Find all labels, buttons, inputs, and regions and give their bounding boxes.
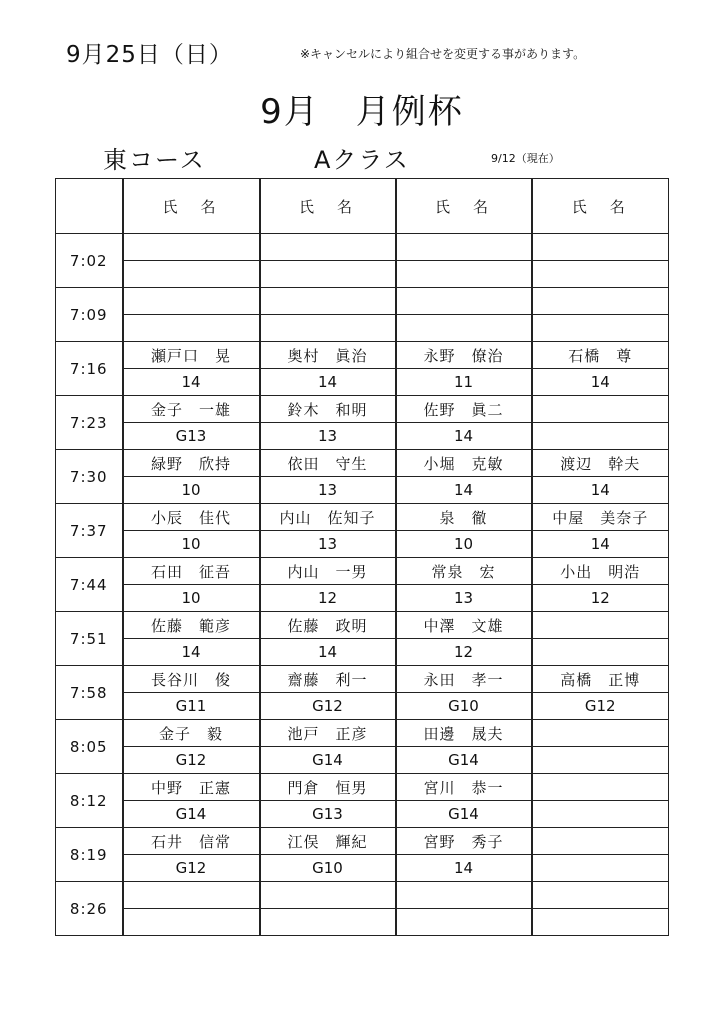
player-name bbox=[396, 882, 532, 909]
player-name: 永田 孝一 bbox=[396, 666, 532, 693]
tee-time-row bbox=[56, 342, 669, 369]
player-name: 鈴木 和明 bbox=[260, 396, 396, 423]
player-name bbox=[532, 720, 669, 747]
player-name: 石井 信常 bbox=[123, 828, 260, 855]
player-name: 緑野 欣持 bbox=[123, 450, 260, 477]
player-name bbox=[260, 288, 396, 315]
handicap-row bbox=[56, 747, 669, 774]
player-handicap: G12 bbox=[123, 855, 260, 882]
player-handicap: 14 bbox=[260, 369, 396, 396]
player-handicap: 14 bbox=[260, 639, 396, 666]
tee-time-row bbox=[56, 504, 669, 531]
player-name bbox=[532, 774, 669, 801]
handicap-row bbox=[56, 423, 669, 450]
player-handicap: 10 bbox=[396, 531, 532, 558]
player-handicap: 10 bbox=[123, 585, 260, 612]
player-handicap bbox=[123, 909, 260, 936]
player-handicap: 14 bbox=[123, 639, 260, 666]
player-name: 奥村 眞治 bbox=[260, 342, 396, 369]
player-handicap: 13 bbox=[260, 423, 396, 450]
tee-time-row bbox=[56, 450, 669, 477]
player-handicap: 14 bbox=[396, 477, 532, 504]
name-column-header: 氏 名 bbox=[123, 179, 260, 234]
player-handicap bbox=[123, 261, 260, 288]
player-name: 江俣 輝紀 bbox=[260, 828, 396, 855]
tee-time-row bbox=[56, 882, 669, 909]
player-handicap: 13 bbox=[396, 585, 532, 612]
player-name: 金子 一雄 bbox=[123, 396, 260, 423]
player-name: 内山 佐知子 bbox=[260, 504, 396, 531]
player-name: 宮川 恭一 bbox=[396, 774, 532, 801]
tee-time-row bbox=[56, 720, 669, 747]
player-handicap bbox=[532, 639, 669, 666]
player-handicap: G12 bbox=[532, 693, 669, 720]
player-handicap: 12 bbox=[532, 585, 669, 612]
handicap-row bbox=[56, 639, 669, 666]
player-handicap: G14 bbox=[396, 801, 532, 828]
player-handicap: G13 bbox=[123, 423, 260, 450]
handicap-row bbox=[56, 369, 669, 396]
player-name: 泉 徹 bbox=[396, 504, 532, 531]
tee-time: 8:12 bbox=[56, 774, 123, 828]
player-name: 内山 一男 bbox=[260, 558, 396, 585]
player-name: 渡辺 幹夫 bbox=[532, 450, 669, 477]
handicap-row bbox=[56, 477, 669, 504]
player-name: 齋藤 利一 bbox=[260, 666, 396, 693]
player-name: 石橋 尊 bbox=[532, 342, 669, 369]
player-handicap: 10 bbox=[123, 477, 260, 504]
player-name bbox=[396, 234, 532, 261]
player-handicap bbox=[532, 423, 669, 450]
player-name: 佐藤 範彦 bbox=[123, 612, 260, 639]
player-name: 宮野 秀子 bbox=[396, 828, 532, 855]
player-handicap: 11 bbox=[396, 369, 532, 396]
tee-time-row bbox=[56, 396, 669, 423]
player-handicap bbox=[532, 315, 669, 342]
tee-time-row bbox=[56, 774, 669, 801]
player-handicap: G14 bbox=[260, 747, 396, 774]
player-handicap: G14 bbox=[396, 747, 532, 774]
player-handicap: G10 bbox=[396, 693, 532, 720]
tee-time: 7:09 bbox=[56, 288, 123, 342]
player-handicap bbox=[532, 261, 669, 288]
player-name bbox=[260, 882, 396, 909]
page-title: 9月 月例杯 bbox=[260, 92, 464, 132]
player-name: 中屋 美奈子 bbox=[532, 504, 669, 531]
player-handicap: G10 bbox=[260, 855, 396, 882]
tee-time: 7:30 bbox=[56, 450, 123, 504]
player-name bbox=[123, 882, 260, 909]
player-handicap: G12 bbox=[260, 693, 396, 720]
player-handicap: 12 bbox=[260, 585, 396, 612]
player-handicap: 14 bbox=[532, 531, 669, 558]
name-column-header: 氏 名 bbox=[260, 179, 396, 234]
player-name: 中野 正憲 bbox=[123, 774, 260, 801]
tee-time-rows bbox=[56, 234, 669, 936]
tee-time-row bbox=[56, 828, 669, 855]
tee-time-row bbox=[56, 666, 669, 693]
player-handicap: G12 bbox=[123, 747, 260, 774]
player-name: 池戸 正彦 bbox=[260, 720, 396, 747]
tee-time-row bbox=[56, 288, 669, 315]
player-handicap: 13 bbox=[260, 477, 396, 504]
player-handicap bbox=[532, 855, 669, 882]
player-handicap: G11 bbox=[123, 693, 260, 720]
player-handicap bbox=[532, 747, 669, 774]
player-handicap: 10 bbox=[123, 531, 260, 558]
handicap-row bbox=[56, 801, 669, 828]
tee-time: 8:19 bbox=[56, 828, 123, 882]
tee-time: 7:16 bbox=[56, 342, 123, 396]
player-name: 永野 僚治 bbox=[396, 342, 532, 369]
player-handicap bbox=[260, 315, 396, 342]
tee-time: 7:02 bbox=[56, 234, 123, 288]
name-column-header: 氏 名 bbox=[396, 179, 532, 234]
tee-time: 7:51 bbox=[56, 612, 123, 666]
player-name bbox=[532, 396, 669, 423]
player-handicap: 12 bbox=[396, 639, 532, 666]
player-name: 長谷川 俊 bbox=[123, 666, 260, 693]
player-handicap: G13 bbox=[260, 801, 396, 828]
player-name bbox=[532, 882, 669, 909]
player-handicap bbox=[260, 261, 396, 288]
handicap-row bbox=[56, 261, 669, 288]
player-handicap: 14 bbox=[123, 369, 260, 396]
player-handicap bbox=[532, 801, 669, 828]
handicap-row bbox=[56, 855, 669, 882]
player-handicap bbox=[396, 909, 532, 936]
player-name: 小堀 克敏 bbox=[396, 450, 532, 477]
tee-time: 7:44 bbox=[56, 558, 123, 612]
player-name: 依田 守生 bbox=[260, 450, 396, 477]
tee-time: 8:05 bbox=[56, 720, 123, 774]
player-name bbox=[396, 288, 532, 315]
tee-time: 7:58 bbox=[56, 666, 123, 720]
player-name: 瀬戸口 晃 bbox=[123, 342, 260, 369]
cancellation-note: ※キャンセルにより組合せを変更する事があります。 bbox=[300, 47, 586, 61]
tee-time: 7:23 bbox=[56, 396, 123, 450]
event-date: 9月25日（日） bbox=[66, 42, 233, 68]
player-name bbox=[532, 288, 669, 315]
player-name bbox=[532, 612, 669, 639]
tee-time: 7:37 bbox=[56, 504, 123, 558]
player-handicap: 14 bbox=[532, 477, 669, 504]
player-name: 佐野 眞二 bbox=[396, 396, 532, 423]
player-handicap bbox=[396, 315, 532, 342]
player-name: 佐藤 政明 bbox=[260, 612, 396, 639]
time-column-header bbox=[56, 179, 123, 234]
course-name: 東コース bbox=[103, 146, 206, 174]
player-name bbox=[123, 234, 260, 261]
player-name: 金子 毅 bbox=[123, 720, 260, 747]
player-handicap: 13 bbox=[260, 531, 396, 558]
tee-time-table bbox=[55, 178, 669, 936]
player-name: 小辰 佳代 bbox=[123, 504, 260, 531]
player-name bbox=[532, 234, 669, 261]
player-name bbox=[260, 234, 396, 261]
tee-time-row bbox=[56, 612, 669, 639]
handicap-row bbox=[56, 585, 669, 612]
player-handicap bbox=[396, 261, 532, 288]
player-handicap: G14 bbox=[123, 801, 260, 828]
name-column-header: 氏 名 bbox=[532, 179, 669, 234]
player-name: 常泉 宏 bbox=[396, 558, 532, 585]
class-name: Aクラス bbox=[314, 146, 410, 174]
player-name: 石田 征吾 bbox=[123, 558, 260, 585]
player-handicap: 14 bbox=[396, 855, 532, 882]
handicap-row bbox=[56, 315, 669, 342]
player-handicap bbox=[532, 909, 669, 936]
player-handicap bbox=[123, 315, 260, 342]
player-name: 小出 明浩 bbox=[532, 558, 669, 585]
handicap-row bbox=[56, 909, 669, 936]
tee-time: 8:26 bbox=[56, 882, 123, 936]
handicap-row bbox=[56, 693, 669, 720]
player-name bbox=[532, 828, 669, 855]
player-handicap: 14 bbox=[532, 369, 669, 396]
as-of-date: 9/12（現在） bbox=[491, 152, 560, 165]
tee-time-row bbox=[56, 558, 669, 585]
handicap-row bbox=[56, 531, 669, 558]
player-handicap bbox=[260, 909, 396, 936]
player-name bbox=[123, 288, 260, 315]
player-name: 高橋 正博 bbox=[532, 666, 669, 693]
player-handicap: 14 bbox=[396, 423, 532, 450]
player-name: 中澤 文雄 bbox=[396, 612, 532, 639]
player-name: 門倉 恒男 bbox=[260, 774, 396, 801]
tee-time-row bbox=[56, 234, 669, 261]
player-name: 田邊 晟夫 bbox=[396, 720, 532, 747]
header-row bbox=[56, 179, 669, 234]
